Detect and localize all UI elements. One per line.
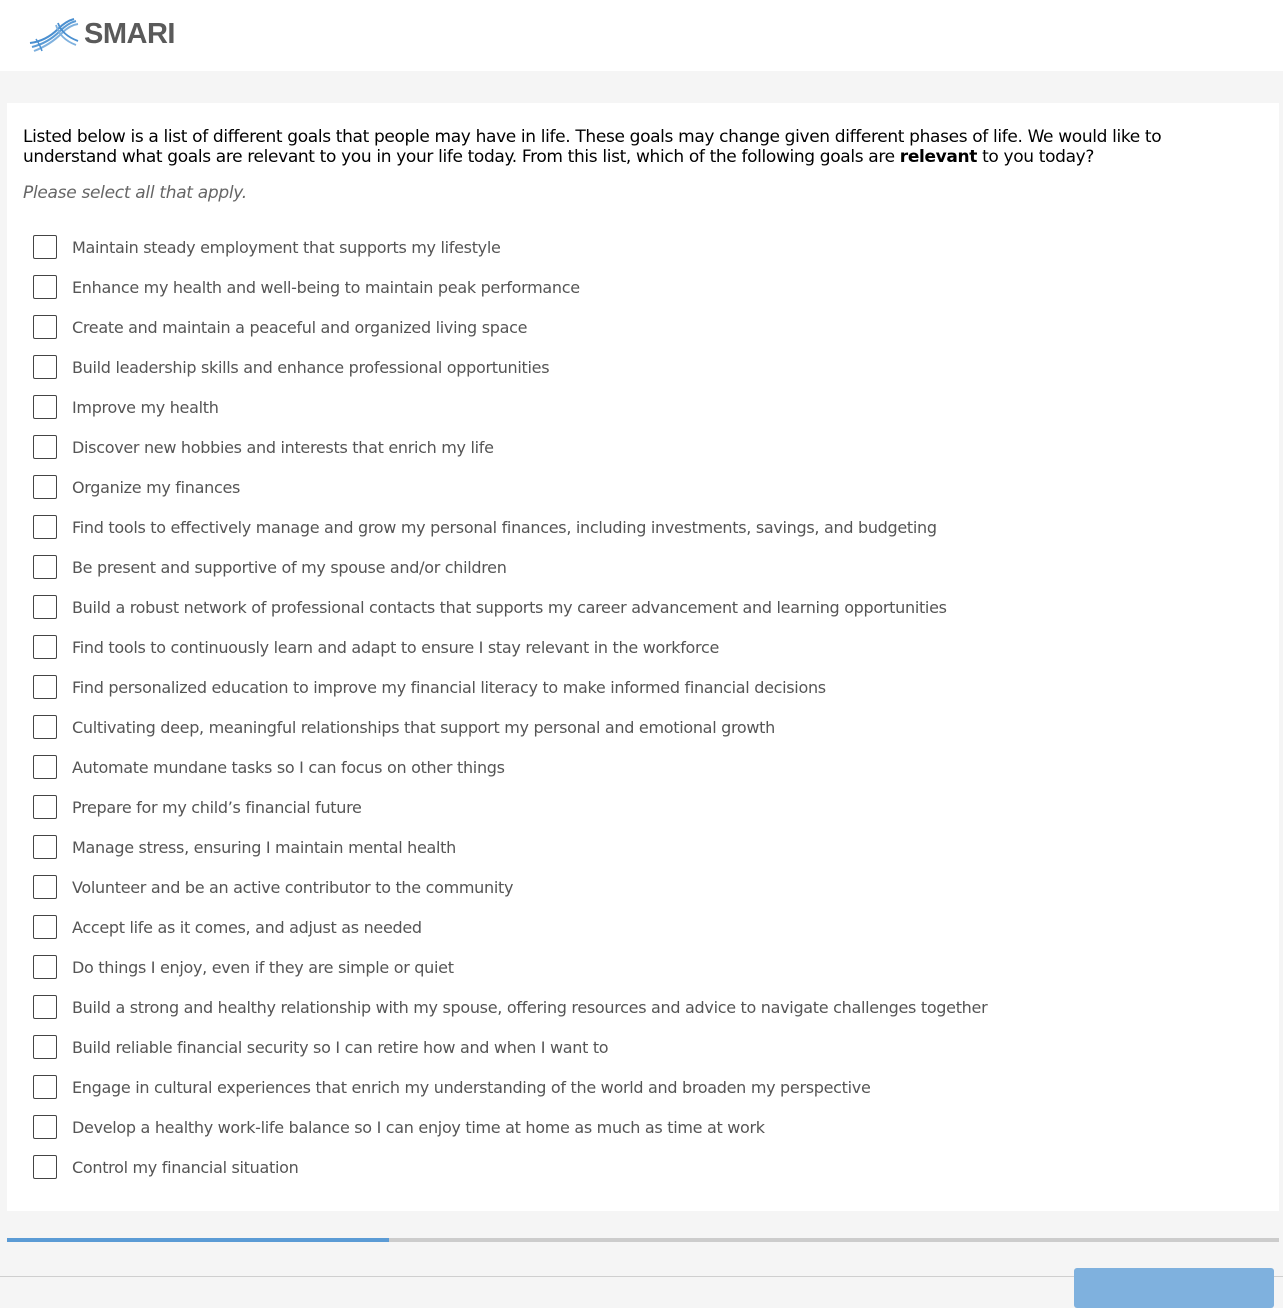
option-label[interactable]: Volunteer and be an active contributor to the community — [72, 877, 514, 897]
option-checkbox[interactable] — [33, 1035, 57, 1059]
option-checkbox[interactable] — [33, 635, 57, 659]
option-item[interactable] — [33, 907, 1233, 947]
option-item[interactable] — [33, 387, 1233, 427]
option-checkbox[interactable] — [33, 675, 57, 699]
option-item[interactable] — [33, 707, 1233, 747]
option-checkbox[interactable] — [33, 355, 57, 379]
option-checkbox[interactable] — [33, 435, 57, 459]
option-label[interactable]: Cultivating deep, meaningful relationships that support my personal and emotional growth — [72, 717, 775, 737]
question-text-before: Listed below is a list of different goals that people may have in life. These goals may change given different phases of life. We would like to understand what goals are relevant to you in your life today. From this list, which of the following goals are — [23, 127, 1162, 167]
option-checkbox[interactable] — [33, 395, 57, 419]
option-label[interactable]: Prepare for my child’s financial future — [72, 797, 362, 817]
option-item[interactable] — [33, 1107, 1233, 1147]
option-checkbox[interactable] — [33, 235, 57, 259]
question-bold-word: relevant — [899, 147, 978, 167]
option-item[interactable] — [33, 947, 1233, 987]
option-item[interactable] — [33, 507, 1233, 547]
option-item[interactable] — [33, 627, 1233, 667]
option-item[interactable] — [33, 747, 1233, 787]
option-checkbox[interactable] — [33, 595, 57, 619]
option-label[interactable]: Engage in cultural experiences that enrich my understanding of the world and broaden my perspective — [72, 1077, 871, 1097]
option-item[interactable] — [33, 427, 1233, 467]
option-label[interactable]: Enhance my health and well-being to maintain peak performance — [72, 277, 580, 297]
option-label[interactable]: Build a robust network of professional contacts that supports my career advancement and learning opportunities — [72, 597, 947, 617]
option-label[interactable]: Find tools to continuously learn and adapt to ensure I stay relevant in the workforce — [72, 637, 720, 657]
option-checkbox[interactable] — [33, 995, 57, 1019]
option-item[interactable] — [33, 827, 1233, 867]
option-checkbox[interactable] — [33, 1155, 57, 1179]
option-item[interactable] — [33, 347, 1233, 387]
option-item[interactable] — [33, 787, 1233, 827]
option-label[interactable]: Manage stress, ensuring I maintain mental health — [72, 837, 456, 857]
option-item[interactable] — [33, 1067, 1233, 1107]
progress-fill — [7, 1238, 389, 1242]
option-item[interactable] — [33, 307, 1233, 347]
option-label[interactable]: Do things I enjoy, even if they are simple or quiet — [72, 957, 454, 977]
question-instruction: Please select all that apply. — [23, 183, 247, 203]
next-button[interactable] — [1074, 1268, 1274, 1308]
option-label[interactable]: Build reliable financial security so I can retire how and when I want to — [72, 1037, 609, 1057]
option-item[interactable] — [33, 667, 1233, 707]
options-list — [33, 227, 1233, 1187]
option-item[interactable] — [33, 267, 1233, 307]
swoosh-logo-icon — [28, 15, 82, 53]
option-item[interactable] — [33, 987, 1233, 1027]
option-label[interactable]: Control my financial situation — [72, 1157, 299, 1177]
option-label[interactable]: Find personalized education to improve my financial literacy to make informed financial decisions — [72, 677, 826, 697]
option-checkbox[interactable] — [33, 715, 57, 739]
option-label[interactable]: Find tools to effectively manage and grow my personal finances, including investments, savings, and budgeting — [72, 517, 937, 537]
logo-text: SMARI — [84, 17, 175, 50]
option-item[interactable] — [33, 1027, 1233, 1067]
option-label[interactable]: Create and maintain a peaceful and organized living space — [72, 317, 528, 337]
option-item[interactable] — [33, 867, 1233, 907]
option-label[interactable]: Develop a healthy work-life balance so I can enjoy time at home as much as time at work — [72, 1117, 765, 1137]
option-checkbox[interactable] — [33, 835, 57, 859]
option-label[interactable]: Organize my finances — [72, 477, 241, 497]
survey-card — [7, 103, 1279, 1211]
option-checkbox[interactable] — [33, 915, 57, 939]
option-checkbox[interactable] — [33, 475, 57, 499]
option-label[interactable]: Be present and supportive of my spouse and/or children — [72, 557, 507, 577]
option-checkbox[interactable] — [33, 755, 57, 779]
option-item[interactable] — [33, 547, 1233, 587]
option-checkbox[interactable] — [33, 515, 57, 539]
option-checkbox[interactable] — [33, 875, 57, 899]
option-checkbox[interactable] — [33, 955, 57, 979]
option-label[interactable]: Build leadership skills and enhance professional opportunities — [72, 357, 550, 377]
option-label[interactable]: Automate mundane tasks so I can focus on other things — [72, 757, 505, 777]
smari-logo — [28, 14, 175, 54]
option-item[interactable] — [33, 227, 1233, 267]
page-header — [0, 0, 1283, 71]
option-label[interactable]: Discover new hobbies and interests that enrich my life — [72, 437, 494, 457]
option-item[interactable] — [33, 587, 1233, 627]
option-label[interactable]: Accept life as it comes, and adjust as needed — [72, 917, 422, 937]
question-text — [23, 127, 1233, 167]
option-checkbox[interactable] — [33, 1115, 57, 1139]
option-label[interactable]: Improve my health — [72, 397, 219, 417]
option-label[interactable]: Build a strong and healthy relationship with my spouse, offering resources and advice to navigate challenges together — [72, 997, 988, 1017]
option-label[interactable]: Maintain steady employment that supports my lifestyle — [72, 237, 501, 257]
option-checkbox[interactable] — [33, 795, 57, 819]
option-item[interactable] — [33, 1147, 1233, 1187]
option-item[interactable] — [33, 467, 1233, 507]
progress-bar — [7, 1238, 1279, 1242]
option-checkbox[interactable] — [33, 1075, 57, 1099]
option-checkbox[interactable] — [33, 555, 57, 579]
option-checkbox[interactable] — [33, 275, 57, 299]
question-text-after: to you today? — [977, 147, 1095, 167]
option-checkbox[interactable] — [33, 315, 57, 339]
